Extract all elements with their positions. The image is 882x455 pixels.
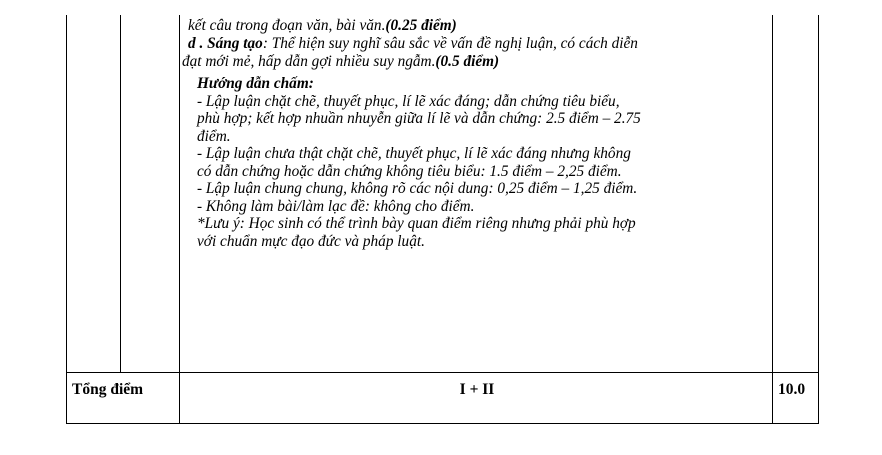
guide-line: có dẫn chứng hoặc dẫn chứng không tiêu biểu: 1.5 điểm – 2,25 điểm. (197, 162, 622, 180)
guide-line: *Lưu ý: Học sinh có thể trình bày quan điểm riêng nhưng phải phù hợp (197, 215, 636, 232)
continuation-line: kết câu trong đoạn văn, bài văn.(0.25 điểm) (188, 17, 457, 34)
table-border-bottom (66, 423, 819, 424)
continuation-score: (0.25 điểm) (385, 17, 457, 34)
guide-line: - Lập luận chưa thật chặt chẽ, thuyết phục, lí lẽ xác đáng nhưng không (197, 145, 631, 162)
total-score-label: Tổng điểm (72, 381, 144, 398)
criterion-d-title: Sáng tạo (207, 35, 263, 52)
guide-line: - Lập luận chặt chẽ, thuyết phục, lí lẽ xác đáng; dẫn chứng tiêu biểu, (197, 92, 620, 110)
total-score-formula: I + II (459, 381, 495, 398)
scoring-guide (197, 75, 772, 250)
guide-line: với chuẩn mực đạo đức và pháp luật. (197, 232, 425, 250)
guide-line: - Không làm bài/làm lạc đề: không cho điểm. (197, 197, 475, 215)
row-divider (66, 372, 819, 373)
guide-line: - Lập luận chung chung, không rõ các nội dung: 0,25 điểm – 1,25 điểm. (197, 180, 638, 197)
table-border-left (66, 15, 67, 423)
column-divider-2 (179, 15, 180, 423)
column-divider-3 (772, 15, 773, 423)
rubric-content-cell (182, 17, 772, 250)
column-divider-1 (120, 15, 121, 372)
guide-line: điểm. (197, 127, 231, 145)
guide-heading: Hướng dẫn chấm: (197, 75, 314, 92)
criterion-d-score: (0.5 điểm) (435, 53, 500, 70)
total-score-value: 10.0 (778, 381, 806, 398)
criterion-d-letter: d (188, 35, 196, 52)
criterion-d-line2: đạt mới mẻ, hấp dẫn gợi nhiều suy ngẫm.(0.5 điểm) (182, 53, 500, 70)
guide-line: phù hợp; kết hợp nhuần nhuyễn giữa lí lẽ và dẫn chứng: 2.5 điểm – 2.75 (197, 110, 641, 127)
table-border-right (818, 15, 819, 423)
criterion-d-line1: d . Sáng tạo: Thể hiện suy nghĩ sâu sắc về vấn đề nghị luận, có cách diễn (188, 35, 638, 52)
